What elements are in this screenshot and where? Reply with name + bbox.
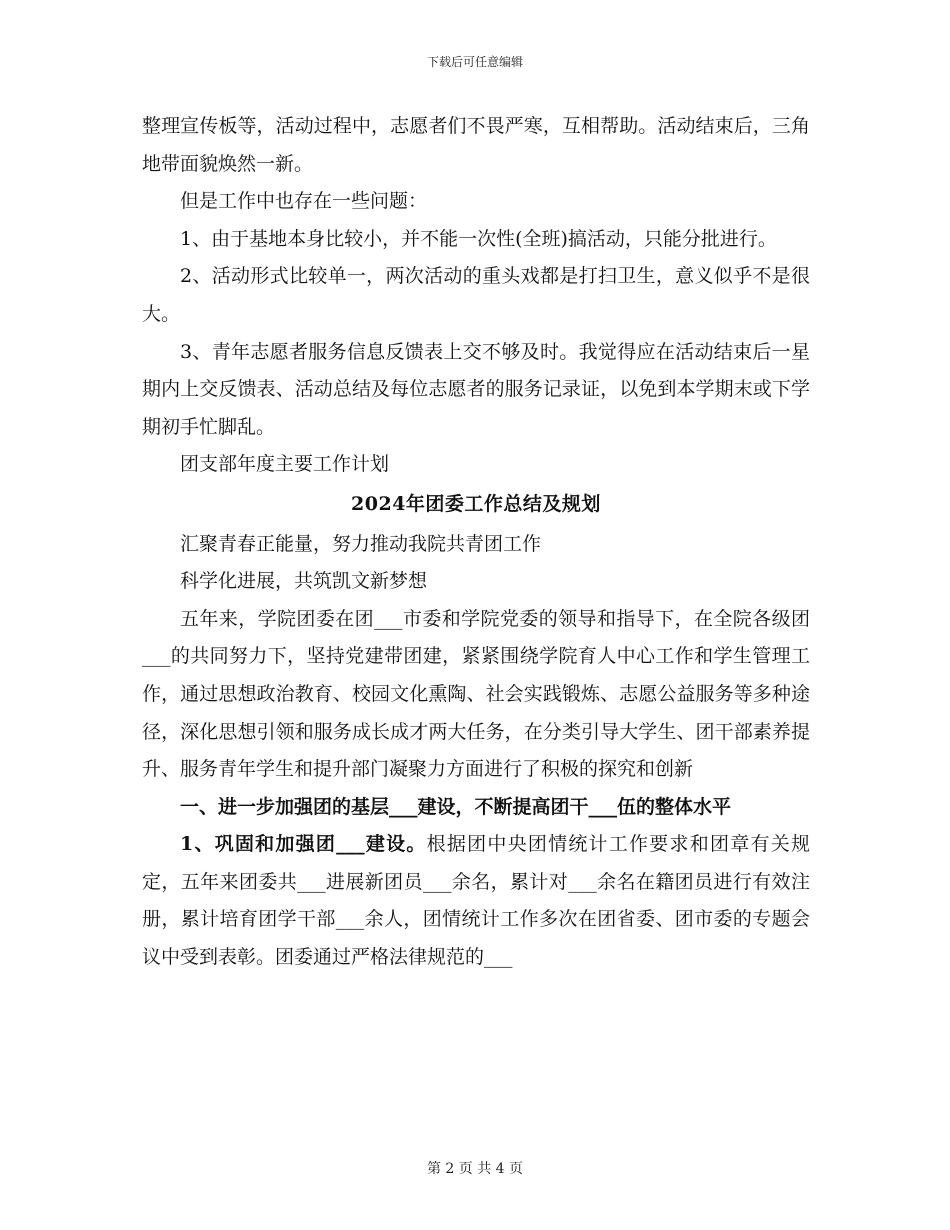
paragraph-text: 根据团中央团情统计工作要求和团章有关规定，五年来团委共___进展新团员___余名，累计对___余名在籍团员进行有效注册，累计培育团学干部___余人，团情统计工作多次在团省委、团市委的专题会议中受到表彰。团委通过严格法律规范的___ — [142, 833, 810, 969]
subtitle-line: 科学化进展，共筑凯文新梦想 — [180, 570, 428, 593]
page-number: 第 2 页 共 4 页 — [426, 1161, 524, 1177]
subtitle-line: 汇聚青春正能量，努力推动我院共青团工作 — [180, 532, 542, 555]
paragraph: 团支部年度主要工作计划 — [180, 453, 390, 476]
section-heading: 一、进一步加强团的基层___建设，不断提高团干___伍的整体水平 — [180, 795, 732, 818]
paragraph: 五年来，学院团委在团___市委和学院党委的领导和指导下，在全院各级团___的共同努力下，坚持党建带团建，紧紧围绕学院育人中心工作和学生管理工作，通过思想政治教育、校园文化熏陶、社会实践锻炼、志愿公益服务等多种途径，深化思想引领和服务成长成才两大任务，在分类引导大学生、团干部素养提升、服务青年学生和提升部门凝聚力方面进行了积极的探究和创新 — [142, 607, 810, 781]
paragraph — [142, 826, 810, 976]
list-item: 3、青年志愿者服务信息反馈表上交不够及时。我觉得应在活动结束后一星期内上交反馈表、活动总结及每位志愿者的服务记录证，以免到本学期末或下学期初手忙脚乱。 — [142, 340, 810, 438]
subsection-lead: 1、巩固和加强团___建设。 — [180, 833, 427, 856]
list-item: 2、活动形式比较单一，两次活动的重头戏都是打扫卫生，意义似乎不是很大。 — [142, 265, 810, 325]
paragraph: 但是工作中也存在一些问题： — [180, 190, 428, 213]
document-title: 2024年团委工作总结及规划 — [351, 492, 601, 515]
list-item: 1、由于基地本身比较小，并不能一次性(全班)搞活动，只能分批进行。 — [180, 227, 777, 250]
paragraph: 整理宣传板等，活动过程中，志愿者们不畏严寒，互相帮助。活动结束后，三角地带面貌焕然一新。 — [142, 115, 810, 175]
page-header-note: 下载后可任意编辑 — [426, 55, 523, 69]
document-body — [142, 108, 810, 977]
